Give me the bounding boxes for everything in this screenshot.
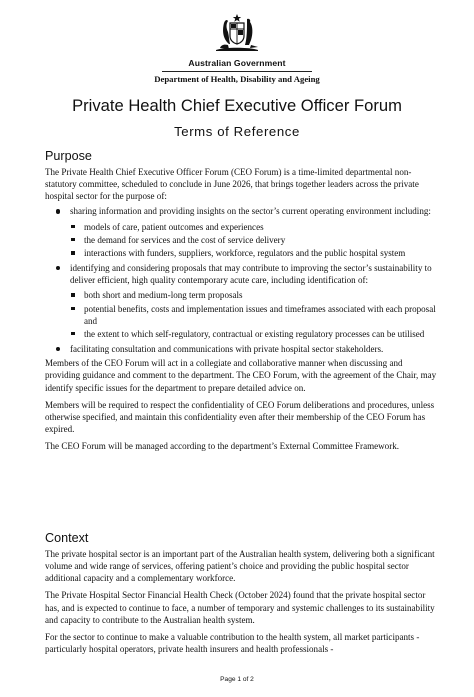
context-heading: Context bbox=[45, 531, 89, 545]
sub-bullet-list bbox=[70, 289, 437, 340]
context-paragraph: The Private Hospital Sector Financial Health Check (October 2024) found that the private hospital sector has, and is expected to continue to face, a number of temporary and systemic challenges to its sustainability and capacity to contribute to the Australian health system. bbox=[45, 590, 435, 625]
government-name: Australian Government bbox=[188, 58, 286, 68]
square-bullet-icon bbox=[71, 293, 75, 297]
purpose-paragraph: The CEO Forum will be managed according to the department’s External Committee Framework. bbox=[45, 441, 399, 452]
sub-bullet-text: the demand for services and the cost of service delivery bbox=[84, 234, 286, 245]
sub-bullet-text: both short and medium-long term proposals bbox=[84, 290, 243, 301]
document-title: Private Health Chief Executive Officer Forum bbox=[72, 96, 402, 115]
header-divider bbox=[162, 71, 312, 72]
bullet-icon bbox=[56, 209, 60, 213]
purpose-heading: Purpose bbox=[45, 149, 92, 163]
sub-bullet bbox=[84, 247, 437, 259]
sub-bullet bbox=[84, 289, 437, 301]
purpose-bullet-text: sharing information and providing insights on the sector’s current operating environment including: bbox=[70, 206, 431, 217]
context-paragraph: For the sector to continue to make a valuable contribution to the health system, all market participants - particularly hospital operators, private health insurers and health professionals - bbox=[45, 631, 420, 655]
sub-bullet bbox=[84, 303, 437, 327]
page-number: Page 1 of 2 bbox=[220, 676, 254, 683]
sub-bullet-text: interactions with funders, suppliers, workforce, regulators and the public hospital system bbox=[84, 247, 406, 258]
context-paragraph: The private hospital sector is an important part of the Australian health system, delivering both a significant volume and wide range of services, offering patient’s choice and providing the public hospital sector additional capacity and a complementary workforce. bbox=[45, 549, 435, 584]
context-section bbox=[45, 548, 437, 660]
sub-bullet-text: the extent to which self-regulatory, contractual or existing regulatory processes can be utilised bbox=[84, 328, 425, 339]
purpose-paragraph: Members of the CEO Forum will act in a collegiate and collaborative manner when discussing and providing guidance and comment to the department. The CEO Forum, with the agreement of the Chair, may identify specific issues for the department to prepare detailed advice on. bbox=[45, 358, 437, 393]
purpose-section bbox=[45, 166, 437, 457]
document-subtitle: Terms of Reference bbox=[174, 124, 300, 139]
sub-bullet-text: models of care, patient outcomes and experiences bbox=[84, 221, 264, 232]
bullet-icon bbox=[56, 266, 60, 270]
purpose-intro: The Private Health Chief Executive Officer Forum (CEO Forum) is a time-limited departmental non-statutory committee, scheduled to conclude in June 2026, that brings together leaders across the private hospital sector for the purpose of: bbox=[45, 167, 419, 202]
purpose-bullet bbox=[70, 205, 437, 259]
purpose-bullet-text: identifying and considering proposals that may contribute to improving the sector’s sustainability to deliver efficient, high quality contemporary acute care, including identification of: bbox=[70, 263, 432, 286]
square-bullet-icon bbox=[71, 332, 75, 336]
sub-bullet-list bbox=[70, 221, 437, 259]
coat-of-arms-logo bbox=[214, 14, 260, 52]
purpose-bullet bbox=[70, 262, 437, 340]
purpose-bullet-text: facilitating consultation and communications with private hospital sector stakeholders. bbox=[70, 344, 384, 355]
sub-bullet bbox=[84, 221, 437, 233]
sub-bullet bbox=[84, 328, 437, 340]
sub-bullet-text: potential benefits, costs and implementation issues and timeframes associated with each proposal and bbox=[84, 303, 436, 326]
purpose-bullet-list bbox=[45, 205, 437, 355]
square-bullet-icon bbox=[71, 238, 75, 242]
square-bullet-icon bbox=[71, 251, 75, 255]
square-bullet-icon bbox=[71, 307, 75, 311]
bullet-icon bbox=[56, 347, 60, 351]
purpose-paragraph: Members will be required to respect the confidentiality of CEO Forum deliberations and procedures, unless otherwise specified, and maintain this confidentiality even after their membership of the CEO Forum has expired. bbox=[45, 399, 435, 434]
sub-bullet bbox=[84, 234, 437, 246]
purpose-bullet bbox=[70, 343, 437, 355]
square-bullet-icon bbox=[71, 225, 75, 229]
department-name: Department of Health, Disability and Ageing bbox=[154, 74, 320, 84]
